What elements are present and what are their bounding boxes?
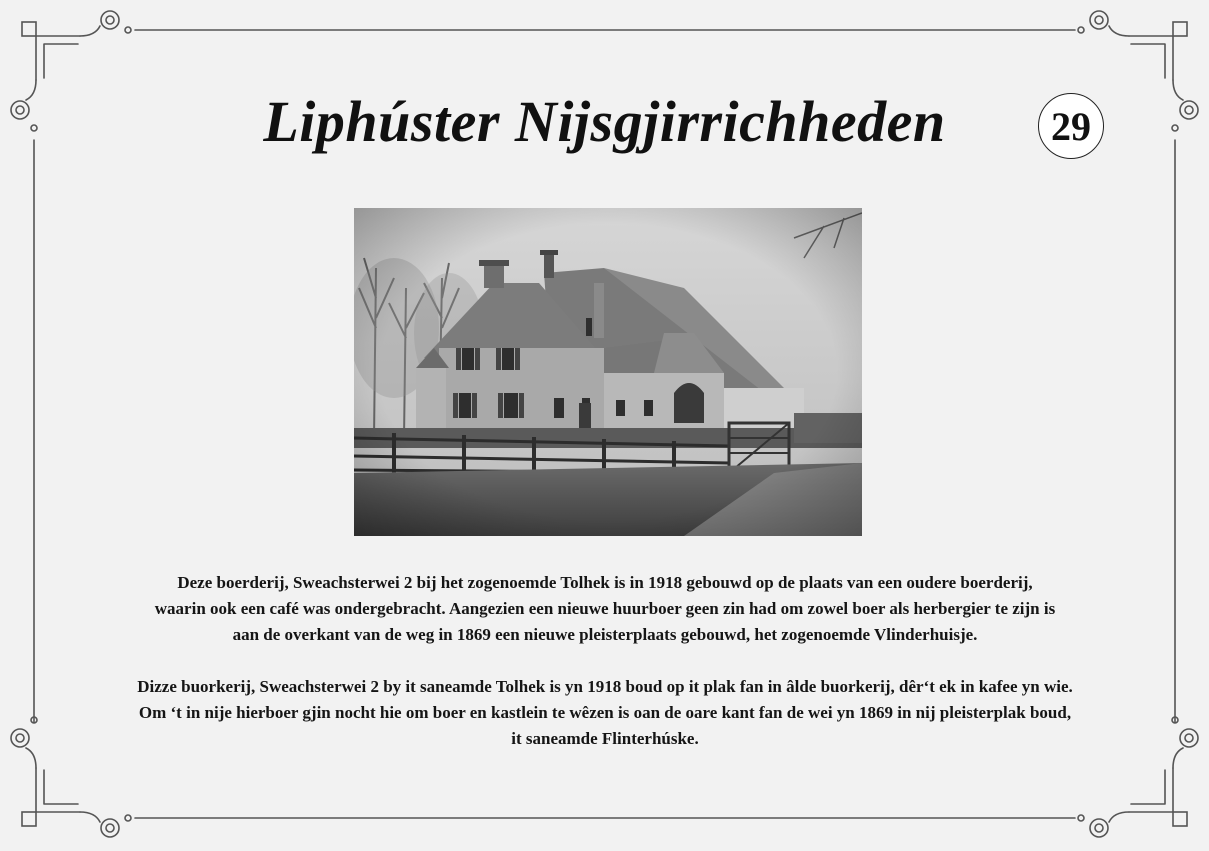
paragraph-line: Dizze buorkerij, Sweachsterwei 2 by it saneamde Tolhek is yn 1918 boud op it plak fan in âlde buorkerij, dêr‘t ek in kafee yn wie. [137,677,1073,696]
paragraph-line: waarin ook een café was ondergebracht. Aangezien een nieuwe huurboer geen zin had om zowel boer als herbergier te zijn is [154,599,1056,618]
paragraph-line: it saneamde Flinterhúske. [511,729,699,748]
paragraph-line: Deze boerderij, Sweachsterwei 2 bij het zogenoemde Tolhek is in 1918 gebouwd op de plaats van een oudere boerderij, [177,573,1033,592]
paragraph-frisian [90,674,1120,752]
farmhouse-photo [354,208,862,536]
paragraph-line: Om ‘t in nije hierboer gjin nocht hie om boer en kastlein te wêzen is oan de oare kant fan de wei yn 1869 in nij pleisterplak boud, [138,703,1072,722]
paragraph-dutch [90,570,1120,648]
paragraph-line: aan de overkant van de weg in 1869 een nieuwe pleisterplaats gebouwd, het zogenoemde Vlinderhuisje. [232,625,978,644]
page-title: Liphúster Nijsgjirrichheden [263,89,946,154]
page-number-badge: 29 [1038,93,1104,159]
